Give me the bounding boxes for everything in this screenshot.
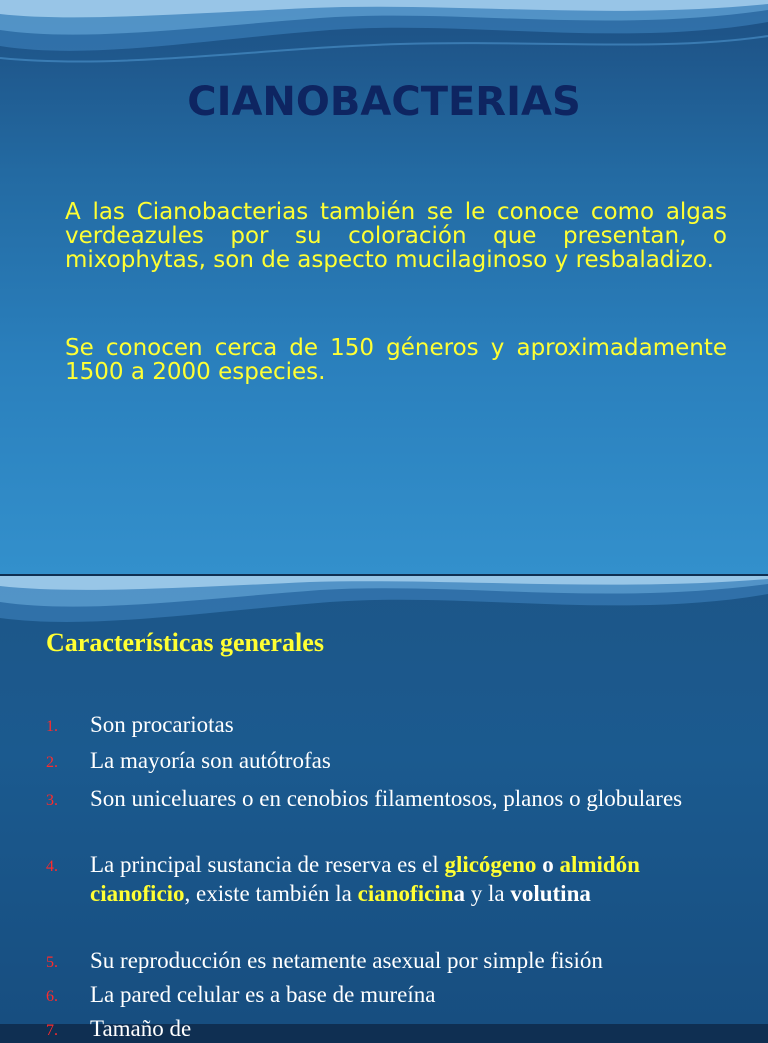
item-text: Tamaño de — [90, 1016, 192, 1041]
slide-2 — [0, 576, 768, 1041]
item-number: 1. — [46, 718, 58, 735]
item-text: La pared celular es a base de mureína — [90, 982, 436, 1007]
item-text: Su reproducción es netamente asexual por simple fisión — [90, 948, 603, 973]
text-segment: a — [453, 881, 465, 906]
item-text — [90, 850, 730, 908]
intro-paragraph: A las Cianobacterias también se le conoce como algas verdeazules por su coloración que presentan, o mixophytas, son de aspecto mucilaginoso y resbaladizo. — [65, 199, 727, 273]
item-number: 2. — [46, 754, 58, 771]
text-segment: y la — [464, 881, 511, 906]
item-number: 6. — [46, 988, 58, 1005]
item-number: 7. — [46, 1022, 58, 1039]
item-number: 3. — [46, 792, 58, 809]
highlight-volutina: volutina — [510, 881, 591, 906]
text-segment: , existe también la — [184, 881, 358, 906]
item-number: 5. — [46, 954, 58, 971]
species-paragraph: Se conocen cerca de 150 géneros y aproximadamente 1500 a 2000 especies. — [65, 335, 727, 385]
item-number: 4. — [46, 858, 58, 875]
item-text: La mayoría son autótrofas — [90, 748, 331, 773]
item-text: Son uniceluares o en cenobios filamentosos, planos o globulares — [90, 786, 683, 811]
item-text: Son procariotas — [90, 712, 234, 737]
highlight-glicogeno: glicógeno — [444, 852, 537, 877]
highlight-almidon: almidón cianoficio — [90, 852, 640, 906]
text-segment: La principal sustancia de reserva es el — [90, 852, 445, 877]
slide-title: CIANOBACTERIAS — [187, 79, 581, 125]
section-heading: Características generales — [46, 628, 324, 657]
text-segment: o — [536, 852, 554, 877]
highlight-cianoficina: cianoficin — [357, 881, 454, 906]
